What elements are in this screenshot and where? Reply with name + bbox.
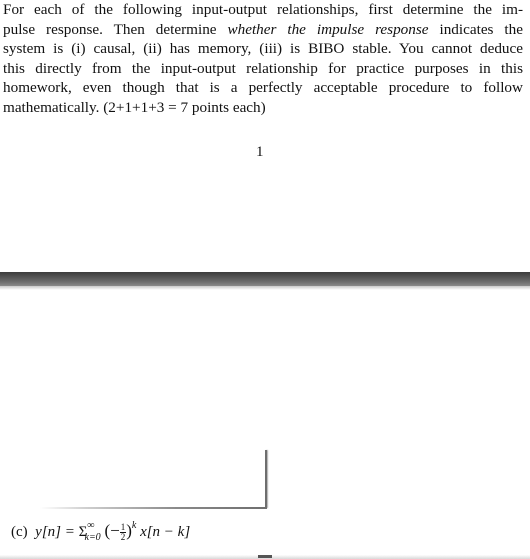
instructions-paragraph xyxy=(3,0,523,118)
instructions-line-2 xyxy=(3,20,523,40)
sum-lower-limit: k=0 xyxy=(84,532,101,543)
sum-symbol: Σ xyxy=(78,524,88,540)
instructions-line-2-start: pulse response. Then determine xyxy=(3,20,228,38)
exponent: k xyxy=(131,520,137,531)
problem-c-equation xyxy=(11,520,190,543)
instructions-line-5: homework, even though that is a perfectly acceptable procedure to follow xyxy=(3,79,523,97)
instructions-line-4: this directly from the input-output relationship for practice purposes in this xyxy=(3,59,523,77)
equation-lhs: y[n] = xyxy=(35,524,75,540)
page-separator xyxy=(0,272,530,286)
page-bottom-mark xyxy=(258,555,272,558)
document-page-bottom xyxy=(0,290,530,559)
sum-upper-limit: ∞ xyxy=(87,520,95,531)
instructions-line-3: system is (i) causal, (ii) has memory, (iii) is BIBO stable. You cannot deduce xyxy=(3,40,523,58)
instructions-line-6: mathematically. (2+1+1+3 = 7 points each) xyxy=(3,98,266,116)
paren-close: ) xyxy=(126,521,132,540)
instructions-line-2-end: indicates the xyxy=(428,20,523,38)
page-number: 1 xyxy=(256,144,264,160)
fraction-denominator: 2 xyxy=(120,532,126,543)
paren-open: (− xyxy=(104,521,120,540)
document-page-top xyxy=(0,0,530,270)
image-frame-right-edge xyxy=(265,450,267,508)
image-frame-bottom-edge xyxy=(40,507,267,509)
instructions-emphasis: whether the impulse response xyxy=(227,20,429,38)
equation-rhs: x[n − k] xyxy=(140,524,191,540)
instructions-line-1: For each of the following input-output relationships, first determine the im- xyxy=(3,1,523,18)
problem-label: (c) xyxy=(11,524,28,540)
fraction-numerator: 1 xyxy=(120,522,126,533)
